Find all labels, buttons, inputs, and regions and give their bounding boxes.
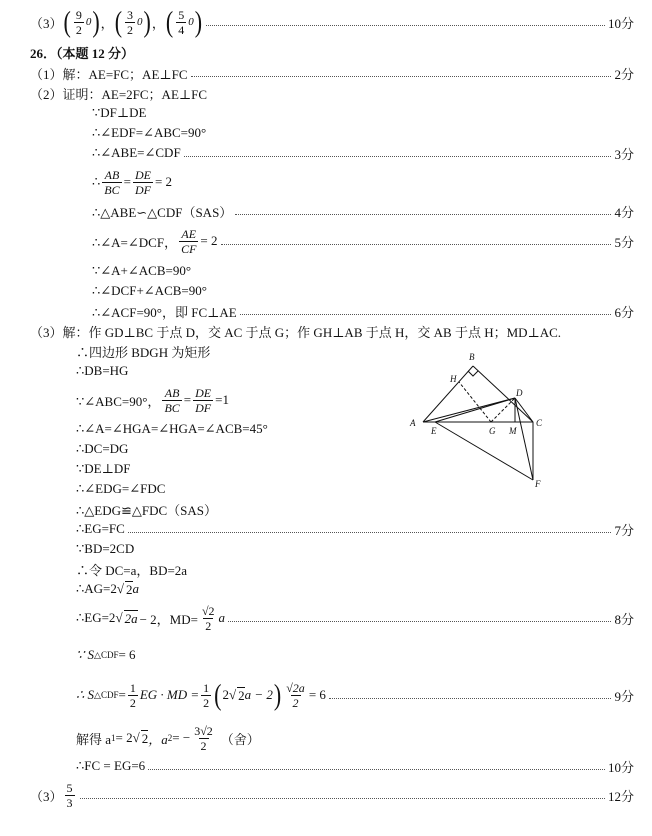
solution-line: ∴∠EDF=∠ABC=90° <box>92 125 207 140</box>
label-m: M <box>509 426 517 436</box>
label-c: C <box>536 418 543 428</box>
solution-line: ∵∠A+∠ACB=90° <box>92 263 192 278</box>
fraction: $\frac{1}{2}$ <box>203 680 210 710</box>
score: 3分 <box>614 146 634 162</box>
solution-line: ∴DB=HG <box>76 363 129 378</box>
score: 9分 <box>614 688 634 704</box>
part-label: （3） <box>30 15 63 31</box>
leader-dots <box>80 798 605 799</box>
leader-dots <box>148 769 605 770</box>
leader-dots <box>191 76 612 77</box>
solution-line: ∴四边形 BDGH 为矩形 <box>76 344 211 360</box>
score: 4分 <box>614 204 634 220</box>
fraction: $\frac{5}{3}$ <box>66 780 73 810</box>
solution-line: ∴FC = EG=6 10分 <box>76 758 634 775</box>
part3-answer-line: （3） ( $\frac{9}{2}$ 0 ) ， ( $\frac{3}{2}$ 0 ) ， ( $\frac{5}{4}$ 0 ) 10分 <box>30 4 634 39</box>
geometry-figure <box>405 350 555 490</box>
leader-dots <box>221 244 612 245</box>
fraction: $\frac{3√2}{2}$ <box>194 723 213 753</box>
coord-fraction: $\frac{9}{2}$ <box>75 7 82 37</box>
solution-line: ∴∠ABE=∠CDF 3分 <box>92 145 634 162</box>
leader-dots <box>240 314 612 315</box>
coord-fraction: $\frac{5}{4}$ <box>178 7 185 37</box>
fraction: $\frac{√2a}{2}$ <box>286 680 305 710</box>
solution-line: ∴∠A=∠HGA=∠HGA=∠ACB=45° <box>76 421 268 436</box>
solution-line: ∴∠DCF+∠ACB=90° <box>92 283 207 298</box>
solution-line: ∴令 DC=a，BD=2a <box>76 562 188 578</box>
fraction: $\frac{AB}{BC}$ <box>164 385 180 415</box>
segment-ad <box>423 398 515 422</box>
solution-line: （2）证明：AE=2FC；AE⊥FC <box>30 86 208 102</box>
score: 10分 <box>607 15 634 31</box>
segment-gh <box>459 382 491 422</box>
solution-line: （3）解：作 GD⊥BC 于点 D，交 AC 于点 G；作 GH⊥AB 于点 H，交 AB 于点 H；MD⊥AC. <box>30 324 562 340</box>
solution-line: ∵BD=2CD <box>76 541 135 556</box>
fraction: $\frac{DE}{DF}$ <box>134 167 151 197</box>
score: 5分 <box>614 234 634 250</box>
solution-line: ∴△EDG≌△FDC（SAS） <box>76 502 218 518</box>
leader-dots <box>206 25 605 26</box>
solution-line: ∴DC=DG <box>76 441 129 456</box>
fraction: $\frac{√2}{2}$ <box>201 603 215 633</box>
ratio-line: ∴∠A=∠DCF， $\frac{AE}{CF}$ = 2 5分 <box>92 226 634 256</box>
coord-fraction: $\frac{3}{2}$ <box>127 7 134 37</box>
right-angle-mark <box>468 371 478 376</box>
leader-dots <box>128 532 612 533</box>
label-d: D <box>516 388 523 398</box>
solution-line: ∴△ABE∽△CDF（SAS） 4分 <box>0 201 652 221</box>
score: 6分 <box>614 304 634 320</box>
fraction: $\frac{AE}{CF}$ <box>181 226 197 256</box>
leader-dots <box>228 621 611 622</box>
area-equation-line: ∴ S △CDF = $\frac{1}{2}$ EG · MD = $\frac{1}{2}$ ( 2 √ 2 a − 2 ) $\frac{√2a}{2}$ = 6 9分 <box>76 677 634 712</box>
label-h: H <box>450 374 457 384</box>
leader-dots <box>235 214 611 215</box>
solution-line: ∴AG=2 √ 2 a <box>76 581 140 597</box>
segment-bc <box>473 366 533 422</box>
solution-line: ∴∠EDG=∠FDC <box>76 481 166 496</box>
solution-line: ∵DF⊥DE <box>92 105 147 120</box>
part3-final-line: （3） $\frac{5}{3}$ 12分 <box>30 780 634 810</box>
ratio-line: ∵∠ABC=90°， $\frac{AB}{BC}$ = $\frac{DE}{DF}$ =1 <box>76 385 229 415</box>
leader-dots <box>184 156 612 157</box>
segment-ab <box>423 366 473 422</box>
fraction: $\frac{DE}{DF}$ <box>195 385 212 415</box>
segment-ef <box>435 422 533 480</box>
score: 8分 <box>614 611 634 627</box>
area-given-line: ∵ S △CDF = 6 <box>76 647 136 662</box>
score: 2分 <box>614 66 634 82</box>
label-b: B <box>469 352 475 362</box>
ratio-line: ∴ $\frac{AB}{BC}$ = $\frac{DE}{DF}$ = 2 <box>92 167 173 197</box>
fraction: $\frac{1}{2}$ <box>129 680 136 710</box>
label-a: A <box>410 418 416 428</box>
label-f: F <box>535 479 541 489</box>
leader-dots <box>329 698 612 699</box>
score: 12分 <box>607 788 634 804</box>
solution-line: ∴∠ACF=90°，即 FC⊥AE 6分 <box>0 301 652 321</box>
fraction: $\frac{AB}{BC}$ <box>104 167 120 197</box>
label-e: E <box>431 426 437 436</box>
score: 7分 <box>614 522 634 538</box>
question-heading: 26．（本题 12 分） <box>30 45 135 61</box>
md-line: ∴EG=2 √ 2a − 2，MD= $\frac{√2}{2}$ a 8分 <box>76 603 634 633</box>
solve-line: 解得 a 1 = 2 √ 2 ，a 2 = − $\frac{3√2}{2}$ （舍） <box>76 723 260 753</box>
solution-line: ∵DE⊥DF <box>76 461 131 476</box>
score: 10分 <box>607 759 634 775</box>
solution-line: ∴EG=FC 7分 <box>76 521 634 538</box>
label-g: G <box>489 426 496 436</box>
solution-line: （1）解：AE=FC；AE⊥FC 2分 <box>0 63 652 83</box>
